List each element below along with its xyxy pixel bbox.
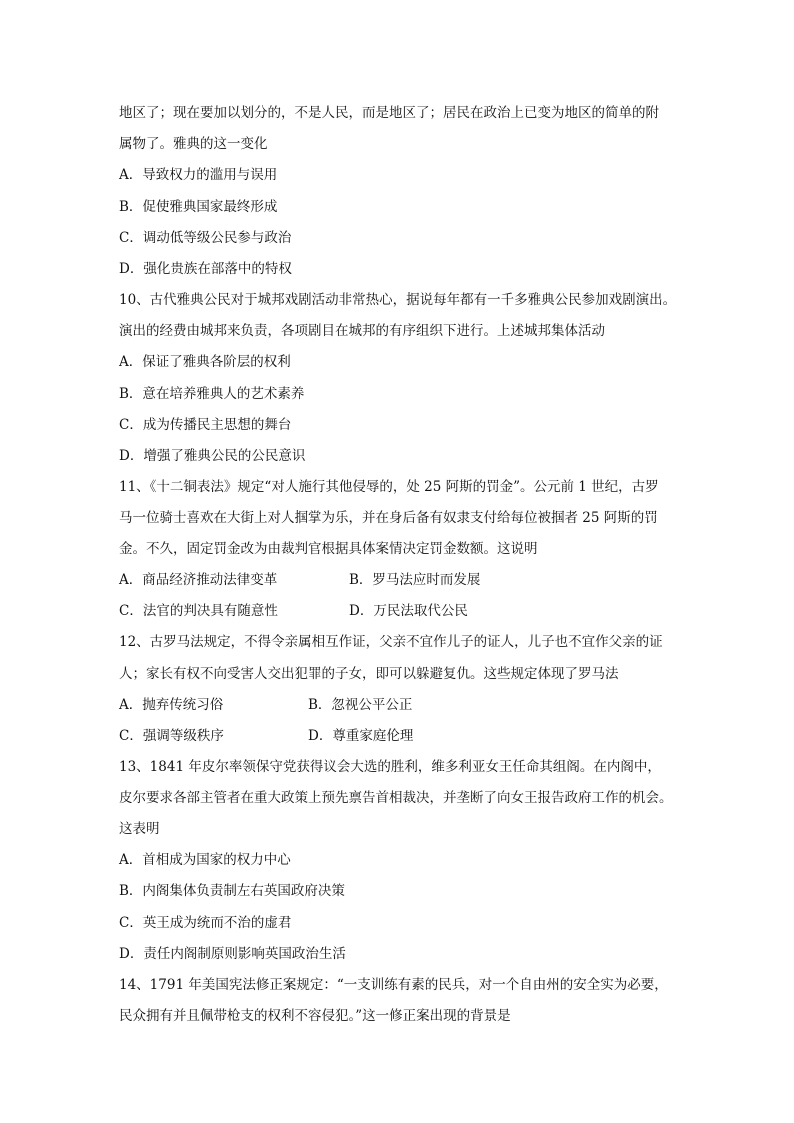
q11-option-a: A．商品经济推动法律变革 [119,572,278,588]
q11-options-row-2 [119,601,689,621]
q14-stem-line-2: 民众拥有并且佩带枪支的权利不容侵犯。”这一修正案出现的背景是 [119,1008,511,1024]
q13-option-a: A．首相成为国家的权力中心 [119,852,291,868]
q14-stem-line-1: 14、1791 年美国宪法修正案规定：“一支训练有素的民兵，对一个自由州的安全实为必要， [119,977,668,993]
q12-stem-line-2: 人；家长有权不向受害人交出犯罪的子女，即可以躲避复仇。这些规定体现了罗马法 [119,666,619,682]
q13-stem-line-3: 这表明 [119,821,160,837]
q12-options-row-2 [119,726,689,746]
q10-stem-line-2: 演出的经费由城邦来负责，各项剧目在城邦的有序组织下进行。上述城邦集体活动 [119,323,605,339]
q10-option-c: C．成为传播民主思想的舞台 [119,417,292,433]
q11-option-c: C．法官的判决具有随意性 [119,603,278,619]
q12-option-d: D．尊重家庭伦理 [308,728,414,744]
q9-option-d: D．强化贵族在部落中的特权 [119,261,292,277]
q11-stem-line-3: 金。不久，固定罚金改为由裁判官根据具体案情决定罚金数额。这说明 [119,541,538,557]
q12-stem-line-1: 12、古罗马法规定，不得令亲属相互作证，父亲不宜作儿子的证人，儿子也不宜作父亲的证 [119,634,663,650]
q10-option-b: B．意在培养雅典人的艺术素养 [119,386,305,402]
q9-stem-line-2: 属物了。雅典的这一变化 [119,136,268,152]
q11-option-b: B．罗马法应时而发展 [349,572,481,588]
q13-stem-line-1: 13、1841 年皮尔率领保守党获得议会大选的胜利，维多利亚女王任命其组阁。在内阁中， [119,759,661,775]
q13-option-c: C．英王成为统而不治的虚君 [119,915,292,931]
q11-option-d: D．万民法取代公民 [349,603,468,619]
q11-options-row-1 [119,570,689,590]
q10-option-d: D．增强了雅典公民的公民意识 [119,448,306,464]
q9-option-c: C．调动低等级公民参与政治 [119,230,292,246]
q12-options-row-1 [119,695,689,715]
q12-option-c: C．强调等级秩序 [119,728,224,744]
q13-option-d: D．责任内阁制原则影响英国政治生活 [119,946,346,962]
q12-option-a: A．抛弃传统习俗 [119,697,224,713]
q9-option-b: B．促使雅典国家最终形成 [119,199,278,215]
q10-stem-line-1: 10、古代雅典公民对于城邦戏剧活动非常热心，据说每年都有一千多雅典公民参加戏剧演出。 [119,292,677,308]
q10-option-a: A．保证了雅典各阶层的权利 [119,354,291,370]
q12-option-b: B．忽视公平公正 [308,697,413,713]
q9-stem-line-1: 地区了；现在要加以划分的，不是人民，而是地区了；居民在政治上已变为地区的简单的附 [119,105,659,121]
q11-stem-line-1: 11、《十二铜表法》规定“对人施行其他侵辱的，处 25 阿斯的罚金”。公元前 1 世纪，古罗 [119,479,659,495]
q11-stem-line-2: 马一位骑士喜欢在大街上对人掴掌为乐，并在身后备有奴隶支付给每位被掴者 25 阿斯的罚 [119,510,658,526]
q13-option-b: B．内阁集体负责制左右英国政府决策 [119,883,345,899]
q9-option-a: A．导致权力的滥用与误用 [119,167,278,183]
q13-stem-line-2: 皮尔要求各部主管者在重大政策上预先禀告首相裁决，并垄断了向女王报告政府工作的机会。 [119,790,673,806]
